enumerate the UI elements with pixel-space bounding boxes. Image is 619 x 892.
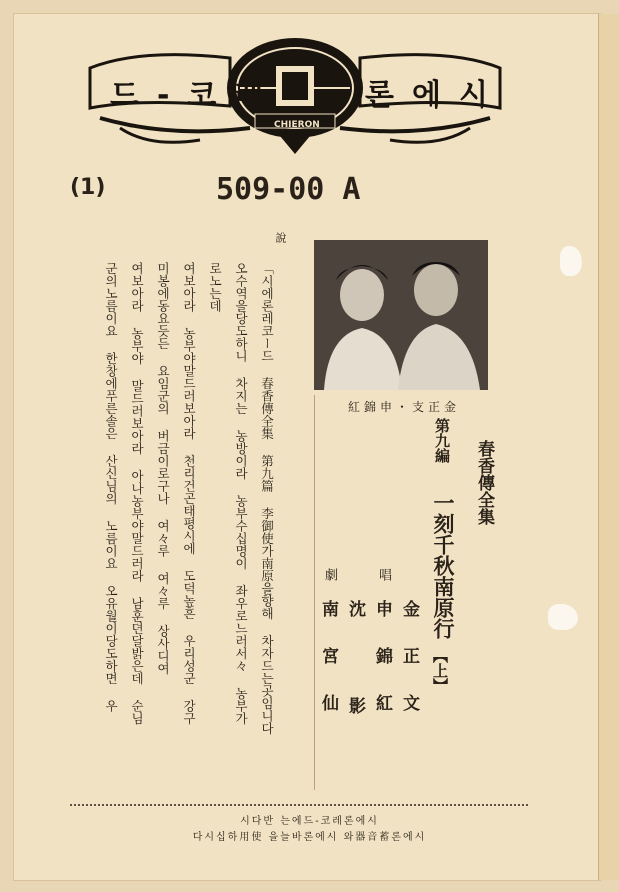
paper-stain [548, 604, 578, 630]
body-line: 군의노름이요 한창에푸른솔은 산신님의 노름이요 오유월이당도하면 우 [103, 262, 119, 712]
body-line: 「시에론레코ー드 春香傳全集 第九篇 李御使가南原을향해 차자드는곳임니다 [259, 262, 275, 735]
logo-text-right: 론에시 [365, 78, 506, 113]
footer-divider [70, 803, 530, 807]
role-sing-label: 唱 [376, 568, 391, 581]
column-divider [314, 395, 315, 790]
performer-name: 南宮仙 [318, 600, 338, 741]
next-page-edge [598, 14, 619, 880]
body-line: 로노는데 [207, 262, 223, 312]
catalog-number: 509-00 A [216, 172, 361, 207]
episode-title: 一刻千秋南原行 [431, 492, 456, 639]
episode-number: 第九編 [433, 418, 451, 463]
body-line: 여보아라 농부야 말드러보아라 아나농부야말드러라 남훈뎐달밝은데 순님 [129, 262, 145, 725]
header-logo [80, 28, 510, 158]
part-marker: 【上】 [431, 648, 449, 693]
paper-stain [560, 246, 582, 276]
page-number: (1) [70, 175, 106, 200]
footer-line-1: 시다반 는에드-코레론에시 [240, 816, 379, 827]
portrait-photo-icon [314, 240, 488, 390]
series-title: 春香傳全集 [474, 440, 494, 525]
role-drama-label: 劇 [322, 568, 337, 581]
logo-brand-text: CHIERON [274, 120, 320, 130]
performer-name: 金正文 [399, 600, 419, 741]
body-line: 오수역을당도하니 차지는 농방이라 농부수십명이 좌우로느러서々 농부가 [233, 262, 249, 725]
body-line: 미봉에동요듯든 요임군의 버금이로구나 여々루 여々루 상사디여 [155, 262, 171, 675]
performer-name: 申錦紅 [372, 600, 392, 741]
side-label: 說 [274, 232, 287, 243]
footer-line-2: 다시십하用使 을늘바론에시 와器音蓄론에시 [192, 832, 427, 843]
performer-photo [314, 240, 488, 390]
logo-text-left: 드-코레 [110, 78, 282, 113]
body-line: 여보아라 농부야말드러보아라 천리건곤태평시에 도덕높흔 우리성군 강구 [181, 262, 197, 725]
performer-name: 沈影 [345, 600, 365, 794]
photo-caption: 紅錦申・支正金 [347, 400, 460, 414]
